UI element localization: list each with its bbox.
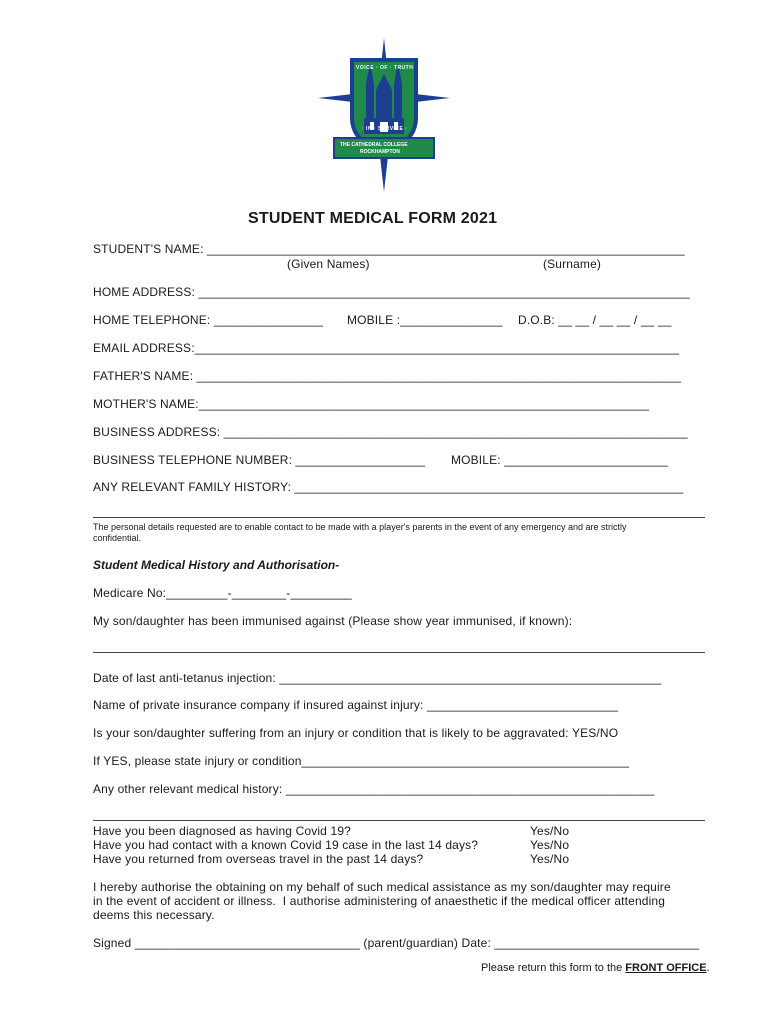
front-office: FRONT OFFICE	[625, 962, 707, 974]
immunised-label: My son/daughter has been immunised against (Please show year immunised, if known):	[93, 614, 573, 628]
medical-section-heading: Student Medical History and Authorisation-	[93, 558, 340, 572]
covid-question: Have you had contact with a known Covid 19 case in the last 14 days?	[93, 838, 479, 852]
mother-name-field[interactable]: MOTHER'S NAME:__________________________________________________________________	[93, 397, 650, 411]
return-instruction	[481, 962, 710, 974]
if-yes-field[interactable]: If YES, please state injury or condition________________________________________________	[93, 754, 630, 768]
given-names-label: (Given Names)	[287, 257, 370, 271]
logo-college-name: THE CATHEDRAL COLLEGE	[340, 142, 408, 148]
logo-college-city: ROCKHAMPTON	[360, 149, 400, 155]
other-history-field[interactable]: Any other relevant medical history: ______________________________________________________	[93, 782, 655, 796]
privacy-notice-line1: The personal details requested are to enable contact to be made with a player's parents in the event of any emergency and are strictly	[93, 522, 627, 532]
covid-question: Have you been diagnosed as having Covid 19?	[93, 824, 351, 838]
covid-answer[interactable]: Yes/No	[530, 838, 570, 852]
college-logo	[318, 38, 450, 192]
father-name-field[interactable]: FATHER'S NAME: _______________________________________________________________________	[93, 369, 682, 383]
immunised-line[interactable]	[93, 652, 705, 653]
form-title: STUDENT MEDICAL FORM 2021	[248, 210, 498, 227]
dob-field[interactable]: D.O.B: __ __ / __ __ / __ __	[518, 313, 672, 327]
return-period: .	[706, 962, 710, 974]
email-field[interactable]: EMAIL ADDRESS:_______________________________________________________________________	[93, 341, 680, 355]
logo-bottom-banner: · IN · SERVICE ·	[362, 126, 408, 132]
student-name-field[interactable]: STUDENT'S NAME: ______________________________________________________________________	[93, 242, 685, 256]
home-telephone-field[interactable]: HOME TELEPHONE: ________________	[93, 313, 324, 327]
authorisation-text-2: in the event of accident or illness. I authorise administering of anaesthetic if the medical officer attending	[93, 894, 666, 908]
family-history-field[interactable]: ANY RELEVANT FAMILY HISTORY: _________________________________________________________	[93, 480, 684, 494]
compass-star-icon	[318, 38, 450, 192]
insurance-field[interactable]: Name of private insurance company if insured against injury: ____________________________	[93, 698, 619, 712]
business-mobile-field[interactable]: MOBILE: ________________________	[451, 453, 668, 467]
covid-question: Have you returned from overseas travel in the past 14 days?	[93, 852, 424, 866]
mobile-field[interactable]: MOBILE :_______________	[347, 313, 503, 327]
family-history-line[interactable]	[93, 517, 705, 518]
authorisation-text-3: deems this necessary.	[93, 908, 215, 922]
other-history-line[interactable]	[93, 820, 705, 821]
aggravated-question[interactable]: Is your son/daughter suffering from an injury or condition that is likely to be aggravated: YES/NO	[93, 726, 619, 740]
privacy-notice-line2: confidential.	[93, 533, 142, 543]
business-telephone-field[interactable]: BUSINESS TELEPHONE NUMBER: ___________________	[93, 453, 426, 467]
medicare-field[interactable]: Medicare No:_________-________-_________	[93, 586, 352, 600]
covid-answer[interactable]: Yes/No	[530, 852, 570, 866]
logo-top-banner: VOICE · OF · TRUTH	[356, 65, 414, 71]
return-text: Please return this form to the	[481, 962, 626, 974]
home-address-field[interactable]: HOME ADDRESS: ________________________________________________________________________	[93, 285, 690, 299]
covid-answer[interactable]: Yes/No	[530, 824, 570, 838]
business-address-field[interactable]: BUSINESS ADDRESS: ____________________________________________________________________	[93, 425, 688, 439]
signature-field[interactable]: Signed _________________________________ (parent/guardian) Date: ______________________________	[93, 936, 700, 950]
tetanus-field[interactable]: Date of last anti-tetanus injection: ________________________________________________________	[93, 671, 662, 685]
authorisation-text-1: I hereby authorise the obtaining on my behalf of such medical assistance as my son/daughter may require	[93, 880, 671, 894]
surname-label: (Surname)	[543, 257, 602, 271]
